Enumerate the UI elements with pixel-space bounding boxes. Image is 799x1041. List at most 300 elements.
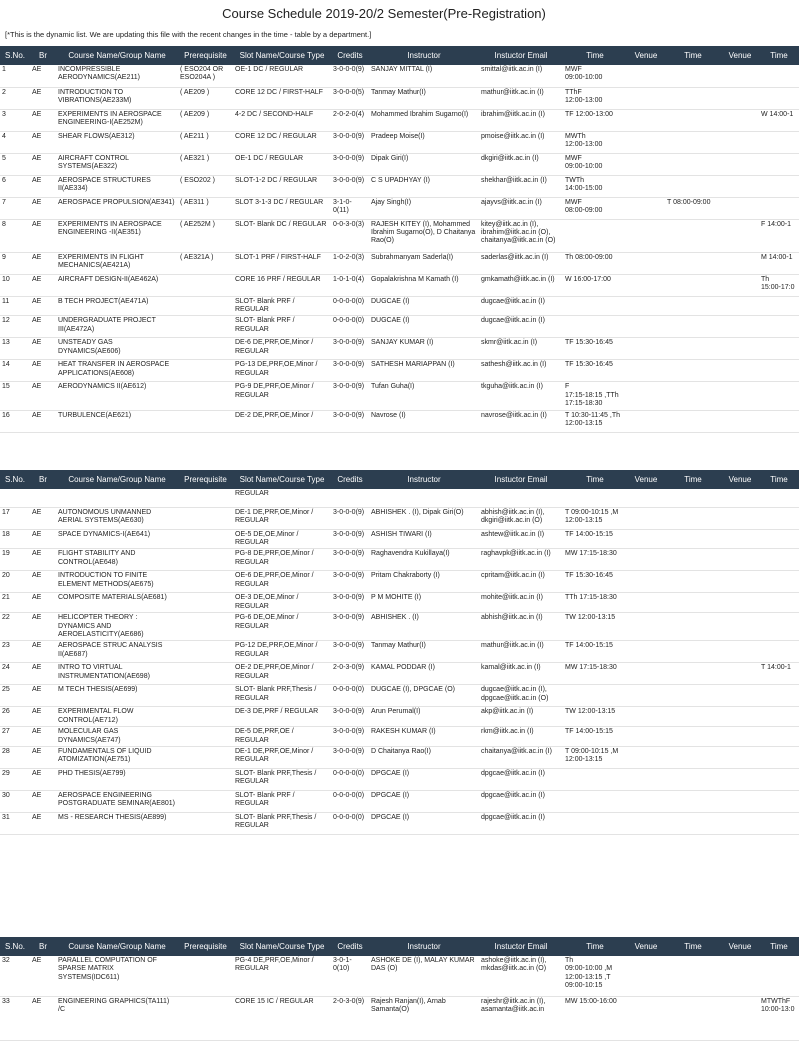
cell-sno: 23 <box>0 641 30 663</box>
column-header-time-2: Time <box>665 46 721 65</box>
cell-venue-1 <box>627 65 665 87</box>
cell-branch: AE <box>30 549 56 571</box>
cell-time-1: T 09:00-10:15 ,M 12:00-13:15 <box>563 507 627 529</box>
cell-time-3 <box>759 746 799 768</box>
cell-venue-1 <box>627 175 665 197</box>
table-row <box>0 87 799 109</box>
cell-time-2 <box>665 707 721 727</box>
cell-credits: 3-0-0-0(9) <box>331 175 369 197</box>
cell-slot-name: CORE 12 DC / FIRST-HALF <box>233 87 331 109</box>
cell-venue-1 <box>627 593 665 613</box>
cell-venue-1 <box>627 87 665 109</box>
cell-time-3 <box>759 131 799 153</box>
cell-time-2 <box>665 996 721 1040</box>
cell-prerequisite <box>178 727 233 747</box>
cell-time-2 <box>665 663 721 685</box>
cell-credits: 2-0-3-0(9) <box>331 663 369 685</box>
cell-venue-2 <box>721 613 759 641</box>
cell-instructor: Subrahmanyam Saderla(I) <box>369 252 479 274</box>
table-row <box>0 593 799 613</box>
cell-course-name: HEAT TRANSFER IN AEROSPACE APPLICATIONS(AE608) <box>56 360 178 382</box>
cell-slot-name: CORE 12 DC / REGULAR <box>233 131 331 153</box>
cell-credits: 0-0-3-0(3) <box>331 219 369 252</box>
cell-instructor-email: navrose@iitk.ac.in (I) <box>479 410 563 432</box>
column-header-time-3: Time <box>759 470 799 489</box>
cell-time-1: TF 15:30-16:45 <box>563 571 627 593</box>
cell-sno: 11 <box>0 296 30 316</box>
cell-venue-2 <box>721 746 759 768</box>
cell-time-1: TThF 12:00-13:00 <box>563 87 627 109</box>
cell-instructor: RAJESH KITEY (I), Mohammed Ibrahim Sugarno(O), D Chaitanya Rao(O) <box>369 219 479 252</box>
cell-branch: AE <box>30 727 56 747</box>
cell-course-name: UNDERGRADUATE PROJECT III(AE472A) <box>56 316 178 338</box>
table-row <box>0 746 799 768</box>
cell-time-2 <box>665 790 721 812</box>
table-row <box>0 175 799 197</box>
cell-credits: 3-0-0-0(9) <box>331 382 369 410</box>
cell-course-name: INTRO TO VIRTUAL INSTRUMENTATION(AE698) <box>56 663 178 685</box>
column-header-sno: S.No. <box>0 470 30 489</box>
cell-sno: 16 <box>0 410 30 432</box>
cell-course-name: MS - RESEARCH THESIS(AE899) <box>56 812 178 834</box>
cell-course-name: HELICOPTER THEORY : DYNAMICS AND AEROELASTICITY(AE686) <box>56 613 178 641</box>
cell-time-3 <box>759 613 799 641</box>
cell-venue-1 <box>627 131 665 153</box>
cell-course-name: FLIGHT STABILITY AND CONTROL(AE648) <box>56 549 178 571</box>
cell-instructor: ABHISHEK . (I) <box>369 613 479 641</box>
cell-course-name: INCOMPRESSIBLE AERODYNAMICS(AE211) <box>56 65 178 87</box>
cell-slot-name: CORE 15 IC / REGULAR <box>233 996 331 1040</box>
cell-credits: 0-0-0-0(0) <box>331 790 369 812</box>
column-header-time-1: Time <box>563 470 627 489</box>
cell-time-2 <box>665 153 721 175</box>
column-header-time-2: Time <box>665 470 721 489</box>
cell-course-name: SHEAR FLOWS(AE312) <box>56 131 178 153</box>
cell-instructor-email: rkm@iitk.ac.in (I) <box>479 727 563 747</box>
cell-slot-name: OE-6 DE,PRF,OE,Minor / REGULAR <box>233 571 331 593</box>
cell-venue-1 <box>627 790 665 812</box>
cell-course-name: FUNDAMENTALS OF LIQUID ATOMIZATION(AE751) <box>56 746 178 768</box>
cell-time-1 <box>563 812 627 834</box>
cell-course-name <box>56 489 178 507</box>
cell-time-3 <box>759 685 799 707</box>
table-row <box>0 316 799 338</box>
cell-instructor: ASHISH TIWARI (I) <box>369 529 479 549</box>
cell-slot-name: DE-2 DE,PRF,OE,Minor / <box>233 410 331 432</box>
cell-instructor-email: dkgiri@iitk.ac.in (I) <box>479 153 563 175</box>
cell-branch: AE <box>30 131 56 153</box>
cell-course-name: AEROSPACE ENGINEERING POSTGRADUATE SEMINAR(AE801) <box>56 790 178 812</box>
cell-branch: AE <box>30 316 56 338</box>
cell-instructor: DUGCAE (I) <box>369 296 479 316</box>
cell-instructor: Gopalakrishna M Kamath (I) <box>369 274 479 296</box>
cell-instructor <box>369 489 479 507</box>
cell-course-name: AIRCRAFT CONTROL SYSTEMS(AE322) <box>56 153 178 175</box>
cell-course-name: AEROSPACE PROPULSION(AE341) <box>56 197 178 219</box>
dynamic-list-note: [*This is the dynamic list. We are updating this file with the recent changes in the time - table by a department.] <box>5 30 372 39</box>
cell-slot-name: SLOT- Blank PRF / REGULAR <box>233 790 331 812</box>
cell-credits: 3-0-0-0(9) <box>331 746 369 768</box>
cell-venue-2 <box>721 489 759 507</box>
cell-slot-name: OE-2 DE,PRF,OE,Minor / REGULAR <box>233 663 331 685</box>
cell-venue-2 <box>721 274 759 296</box>
cell-time-1: T 09:00-10:15 ,M 12:00-13:15 <box>563 746 627 768</box>
cell-sno: 1 <box>0 65 30 87</box>
table-row <box>0 641 799 663</box>
cell-instructor: Tufan Guha(I) <box>369 382 479 410</box>
cell-venue-2 <box>721 707 759 727</box>
cell-prerequisite <box>178 382 233 410</box>
cell-venue-1 <box>627 812 665 834</box>
table-row <box>0 549 799 571</box>
schedule-block-3 <box>0 937 799 1041</box>
cell-venue-1 <box>627 489 665 507</box>
column-header-venue-1: Venue <box>627 46 665 65</box>
cell-time-3 <box>759 641 799 663</box>
column-header-venue-2: Venue <box>721 46 759 65</box>
column-header-instructor: Instructor <box>369 46 479 65</box>
cell-branch: AE <box>30 87 56 109</box>
cell-venue-2 <box>721 549 759 571</box>
schedule-table <box>0 470 799 835</box>
cell-instructor-email: gmkamath@iitk.ac.in (I) <box>479 274 563 296</box>
cell-time-1 <box>563 489 627 507</box>
cell-venue-2 <box>721 410 759 432</box>
cell-instructor: Dipak Giri(I) <box>369 153 479 175</box>
cell-time-1: TWTh 14:00-15:00 <box>563 175 627 197</box>
cell-instructor-email: pmoise@iitk.ac.in (I) <box>479 131 563 153</box>
cell-credits <box>331 489 369 507</box>
cell-time-2 <box>665 768 721 790</box>
cell-instructor-email: sathesh@iitk.ac.in (I) <box>479 360 563 382</box>
cell-time-2 <box>665 727 721 747</box>
cell-time-3: M 14:00-1 <box>759 252 799 274</box>
cell-prerequisite <box>178 489 233 507</box>
cell-slot-name: SLOT- Blank PRF / REGULAR <box>233 296 331 316</box>
cell-venue-1 <box>627 663 665 685</box>
cell-instructor: DUGCAE (I) <box>369 316 479 338</box>
cell-time-2 <box>665 175 721 197</box>
cell-time-3 <box>759 507 799 529</box>
cell-branch: AE <box>30 296 56 316</box>
cell-time-2 <box>665 613 721 641</box>
cell-instructor: SANJAY KUMAR (I) <box>369 338 479 360</box>
column-header-sno: S.No. <box>0 46 30 65</box>
cell-venue-2 <box>721 360 759 382</box>
cell-instructor-email: ajayvs@iitk.ac.in (I) <box>479 197 563 219</box>
page-title: Course Schedule 2019-20/2 Semester(Pre-Registration) <box>222 6 546 21</box>
table-row <box>0 274 799 296</box>
cell-instructor: Raghavendra Kukillaya(I) <box>369 549 479 571</box>
cell-time-1: TTh 17:15-18:30 <box>563 593 627 613</box>
cell-prerequisite <box>178 316 233 338</box>
cell-time-3 <box>759 707 799 727</box>
cell-credits: 2-0-2-0(4) <box>331 109 369 131</box>
cell-credits: 3-0-0-0(9) <box>331 549 369 571</box>
cell-credits: 2-0-3-0(9) <box>331 996 369 1040</box>
column-header-credits: Credits <box>331 470 369 489</box>
cell-venue-2 <box>721 571 759 593</box>
column-header-prerequisite: Prerequisite <box>178 470 233 489</box>
table-row <box>0 790 799 812</box>
schedule-block-2 <box>0 470 799 835</box>
cell-prerequisite: ( AE209 ) <box>178 87 233 109</box>
cell-instructor-email: shekhar@iitk.ac.in (I) <box>479 175 563 197</box>
cell-venue-2 <box>721 219 759 252</box>
cell-venue-1 <box>627 507 665 529</box>
cell-branch: AE <box>30 685 56 707</box>
cell-time-1 <box>563 219 627 252</box>
column-header-prerequisite: Prerequisite <box>178 46 233 65</box>
cell-time-3 <box>759 382 799 410</box>
cell-slot-name: DE-1 DE,PRF,OE,Minor / REGULAR <box>233 507 331 529</box>
cell-instructor: P M MOHITE (I) <box>369 593 479 613</box>
cell-credits: 3-0-0-0(9) <box>331 507 369 529</box>
cell-instructor-email: mohite@iitk.ac.in (I) <box>479 593 563 613</box>
cell-venue-1 <box>627 382 665 410</box>
cell-time-1: TF 14:00-15:15 <box>563 529 627 549</box>
cell-slot-name: PG-6 DE,OE,Minor / REGULAR <box>233 613 331 641</box>
cell-prerequisite: ( AE321 ) <box>178 153 233 175</box>
cell-venue-1 <box>627 613 665 641</box>
cell-credits: 3-0-0-0(5) <box>331 87 369 109</box>
cell-instructor: DPGCAE (I) <box>369 790 479 812</box>
cell-venue-2 <box>721 338 759 360</box>
cell-venue-2 <box>721 956 759 996</box>
cell-time-3 <box>759 768 799 790</box>
cell-time-2 <box>665 571 721 593</box>
cell-instructor: SANJAY MITTAL (I) <box>369 65 479 87</box>
cell-venue-1 <box>627 956 665 996</box>
cell-prerequisite <box>178 663 233 685</box>
column-header-instructor-email: Instuctor Email <box>479 937 563 956</box>
cell-time-3 <box>759 153 799 175</box>
cell-credits: 0-0-0-0(0) <box>331 296 369 316</box>
cell-instructor: DPGCAE (I) <box>369 812 479 834</box>
cell-instructor-email: kamal@iitk.ac.in (I) <box>479 663 563 685</box>
column-header-time-3: Time <box>759 937 799 956</box>
cell-time-1 <box>563 296 627 316</box>
cell-time-3 <box>759 571 799 593</box>
cell-instructor-email: ibrahim@iitk.ac.in (I) <box>479 109 563 131</box>
cell-credits: 3-0-0-0(9) <box>331 707 369 727</box>
cell-time-3: W 14:00-1 <box>759 109 799 131</box>
cell-slot-name: PG-13 DE,PRF,OE,Minor / REGULAR <box>233 360 331 382</box>
cell-credits: 3-1-0-0(11) <box>331 197 369 219</box>
cell-time-2 <box>665 529 721 549</box>
cell-time-2 <box>665 109 721 131</box>
table-row <box>0 996 799 1040</box>
cell-instructor-email: ashtew@iitk.ac.in (I) <box>479 529 563 549</box>
cell-venue-1 <box>627 296 665 316</box>
cell-prerequisite <box>178 613 233 641</box>
cell-venue-2 <box>721 316 759 338</box>
cell-slot-name: SLOT 3-1-3 DC / REGULAR <box>233 197 331 219</box>
table-row <box>0 65 799 87</box>
cell-instructor: DPGCAE (I) <box>369 768 479 790</box>
cell-time-3: T 14:00-1 <box>759 663 799 685</box>
cell-prerequisite <box>178 707 233 727</box>
cell-instructor: Mohammed Ibrahim Sugarno(I) <box>369 109 479 131</box>
column-header-slot-name: Slot Name/Course Type <box>233 470 331 489</box>
cell-course-name: COMPOSITE MATERIALS(AE681) <box>56 593 178 613</box>
cell-prerequisite <box>178 685 233 707</box>
cell-time-1: W 16:00-17:00 <box>563 274 627 296</box>
cell-sno: 19 <box>0 549 30 571</box>
cell-branch: AE <box>30 109 56 131</box>
cell-instructor: Pradeep Moise(I) <box>369 131 479 153</box>
cell-instructor-email: mathur@iitk.ac.in (I) <box>479 641 563 663</box>
cell-venue-1 <box>627 707 665 727</box>
cell-instructor: SATHESH MARIAPPAN (I) <box>369 360 479 382</box>
cell-credits: 3-0-0-0(9) <box>331 529 369 549</box>
table-row <box>0 360 799 382</box>
cell-time-2 <box>665 746 721 768</box>
cell-prerequisite <box>178 768 233 790</box>
cell-course-name: PHD THESIS(AE799) <box>56 768 178 790</box>
cell-instructor: ASHOKE DE (I), MALAY KUMAR DAS (O) <box>369 956 479 996</box>
cell-time-2 <box>665 593 721 613</box>
cell-time-3: MTWThF 10:00-13:0 <box>759 996 799 1040</box>
cell-sno: 22 <box>0 613 30 641</box>
cell-venue-1 <box>627 529 665 549</box>
cell-branch: AE <box>30 197 56 219</box>
cell-credits: 3-0-0-0(9) <box>331 65 369 87</box>
cell-prerequisite <box>178 529 233 549</box>
cell-time-3 <box>759 529 799 549</box>
table-row <box>0 382 799 410</box>
cell-credits: 3-0-0-0(9) <box>331 153 369 175</box>
cell-time-2 <box>665 360 721 382</box>
cell-course-name: EXPERIMENTAL FLOW CONTROL(AE712) <box>56 707 178 727</box>
cell-branch: AE <box>30 153 56 175</box>
cell-venue-2 <box>721 529 759 549</box>
cell-credits: 3-0-0-0(9) <box>331 131 369 153</box>
cell-time-1: TW 12:00-13:15 <box>563 613 627 641</box>
cell-time-2 <box>665 549 721 571</box>
cell-course-name: SPACE DYNAMICS-I(AE641) <box>56 529 178 549</box>
cell-instructor-email: cpritam@iitk.ac.in (I) <box>479 571 563 593</box>
cell-prerequisite <box>178 956 233 996</box>
cell-slot-name: SLOT- Blank PRF / REGULAR <box>233 316 331 338</box>
cell-time-1 <box>563 685 627 707</box>
cell-branch: AE <box>30 571 56 593</box>
cell-instructor-email: saderlas@iitk.ac.in (I) <box>479 252 563 274</box>
cell-slot-name: OE-1 DC / REGULAR <box>233 65 331 87</box>
cell-sno: 33 <box>0 996 30 1040</box>
cell-time-3 <box>759 956 799 996</box>
cell-course-name: AEROSPACE STRUC ANALYSIS II(AE687) <box>56 641 178 663</box>
cell-credits: 3-0-0-0(9) <box>331 641 369 663</box>
cell-instructor: ABHISHEK . (I), Dipak Giri(O) <box>369 507 479 529</box>
cell-instructor: Tanmay Mathur(I) <box>369 641 479 663</box>
cell-prerequisite: ( AE311 ) <box>178 197 233 219</box>
cell-prerequisite <box>178 641 233 663</box>
cell-branch: AE <box>30 790 56 812</box>
cell-branch: AE <box>30 707 56 727</box>
cell-time-1: MW 17:15-18:30 <box>563 549 627 571</box>
cell-sno: 21 <box>0 593 30 613</box>
cell-time-3 <box>759 549 799 571</box>
cell-sno: 3 <box>0 109 30 131</box>
cell-venue-1 <box>627 338 665 360</box>
cell-venue-2 <box>721 996 759 1040</box>
cell-instructor-email: dpgcae@iitk.ac.in (I) <box>479 768 563 790</box>
cell-venue-2 <box>721 685 759 707</box>
cell-time-2: T 08:00-09:00 <box>665 197 721 219</box>
cell-venue-1 <box>627 274 665 296</box>
cell-credits: 0-0-0-0(0) <box>331 812 369 834</box>
table-row <box>0 489 799 507</box>
cell-time-2 <box>665 685 721 707</box>
cell-course-name: TURBULENCE(AE621) <box>56 410 178 432</box>
cell-instructor: Navrose (I) <box>369 410 479 432</box>
cell-time-2 <box>665 87 721 109</box>
cell-sno: 7 <box>0 197 30 219</box>
cell-branch: AE <box>30 338 56 360</box>
cell-instructor-email: skmr@iitk.ac.in (I) <box>479 338 563 360</box>
cell-time-1: MWTh 12:00-13:00 <box>563 131 627 153</box>
cell-instructor: D Chaitanya Rao(I) <box>369 746 479 768</box>
cell-time-1: F 17:15-18:15 ,TTh 17:15-18:30 <box>563 382 627 410</box>
cell-sno: 14 <box>0 360 30 382</box>
cell-slot-name: PG-4 DE,PRF,OE,Minor / REGULAR <box>233 956 331 996</box>
cell-branch: AE <box>30 382 56 410</box>
column-header-instructor-email: Instuctor Email <box>479 46 563 65</box>
cell-branch: AE <box>30 641 56 663</box>
cell-venue-1 <box>627 727 665 747</box>
cell-credits: 1-0-1-0(4) <box>331 274 369 296</box>
cell-time-1: TF 15:30-16:45 <box>563 338 627 360</box>
cell-time-3 <box>759 360 799 382</box>
cell-prerequisite <box>178 593 233 613</box>
cell-sno: 5 <box>0 153 30 175</box>
cell-sno: 6 <box>0 175 30 197</box>
cell-prerequisite: ( AE321A ) <box>178 252 233 274</box>
cell-slot-name: SLOT- Blank PRF,Thesis / REGULAR <box>233 768 331 790</box>
cell-branch: AE <box>30 768 56 790</box>
cell-venue-1 <box>627 219 665 252</box>
cell-course-name: AERODYNAMICS II(AE612) <box>56 382 178 410</box>
cell-sno: 29 <box>0 768 30 790</box>
cell-instructor: Rajesh Ranjan(I), Arnab Samanta(O) <box>369 996 479 1040</box>
cell-branch: AE <box>30 175 56 197</box>
cell-time-1: MWF 09:00-10:00 <box>563 153 627 175</box>
cell-course-name: EXPERIMENTS IN AEROSPACE ENGINEERING -II(AE351) <box>56 219 178 252</box>
column-header-branch: Br <box>30 470 56 489</box>
cell-time-3 <box>759 410 799 432</box>
cell-instructor-email: dugcae@iitk.ac.in (I), dpgcae@iitk.ac.in (O) <box>479 685 563 707</box>
column-header-sno: S.No. <box>0 937 30 956</box>
cell-course-name: UNSTEADY GAS DYNAMICS(AE606) <box>56 338 178 360</box>
cell-time-3 <box>759 812 799 834</box>
cell-venue-2 <box>721 593 759 613</box>
cell-venue-2 <box>721 790 759 812</box>
cell-instructor-email: ashoke@iitk.ac.in (I), mkdas@iitk.ac.in (O) <box>479 956 563 996</box>
cell-venue-2 <box>721 296 759 316</box>
cell-venue-2 <box>721 175 759 197</box>
cell-branch: AE <box>30 529 56 549</box>
cell-sno: 31 <box>0 812 30 834</box>
table-row <box>0 685 799 707</box>
cell-venue-1 <box>627 410 665 432</box>
cell-instructor-email: dugcae@iitk.ac.in (I) <box>479 316 563 338</box>
cell-venue-2 <box>721 131 759 153</box>
cell-instructor-email: tkguha@iitk.ac.in (I) <box>479 382 563 410</box>
schedule-table <box>0 46 799 433</box>
cell-time-2 <box>665 489 721 507</box>
cell-slot-name: CORE 16 PRF / REGULAR <box>233 274 331 296</box>
